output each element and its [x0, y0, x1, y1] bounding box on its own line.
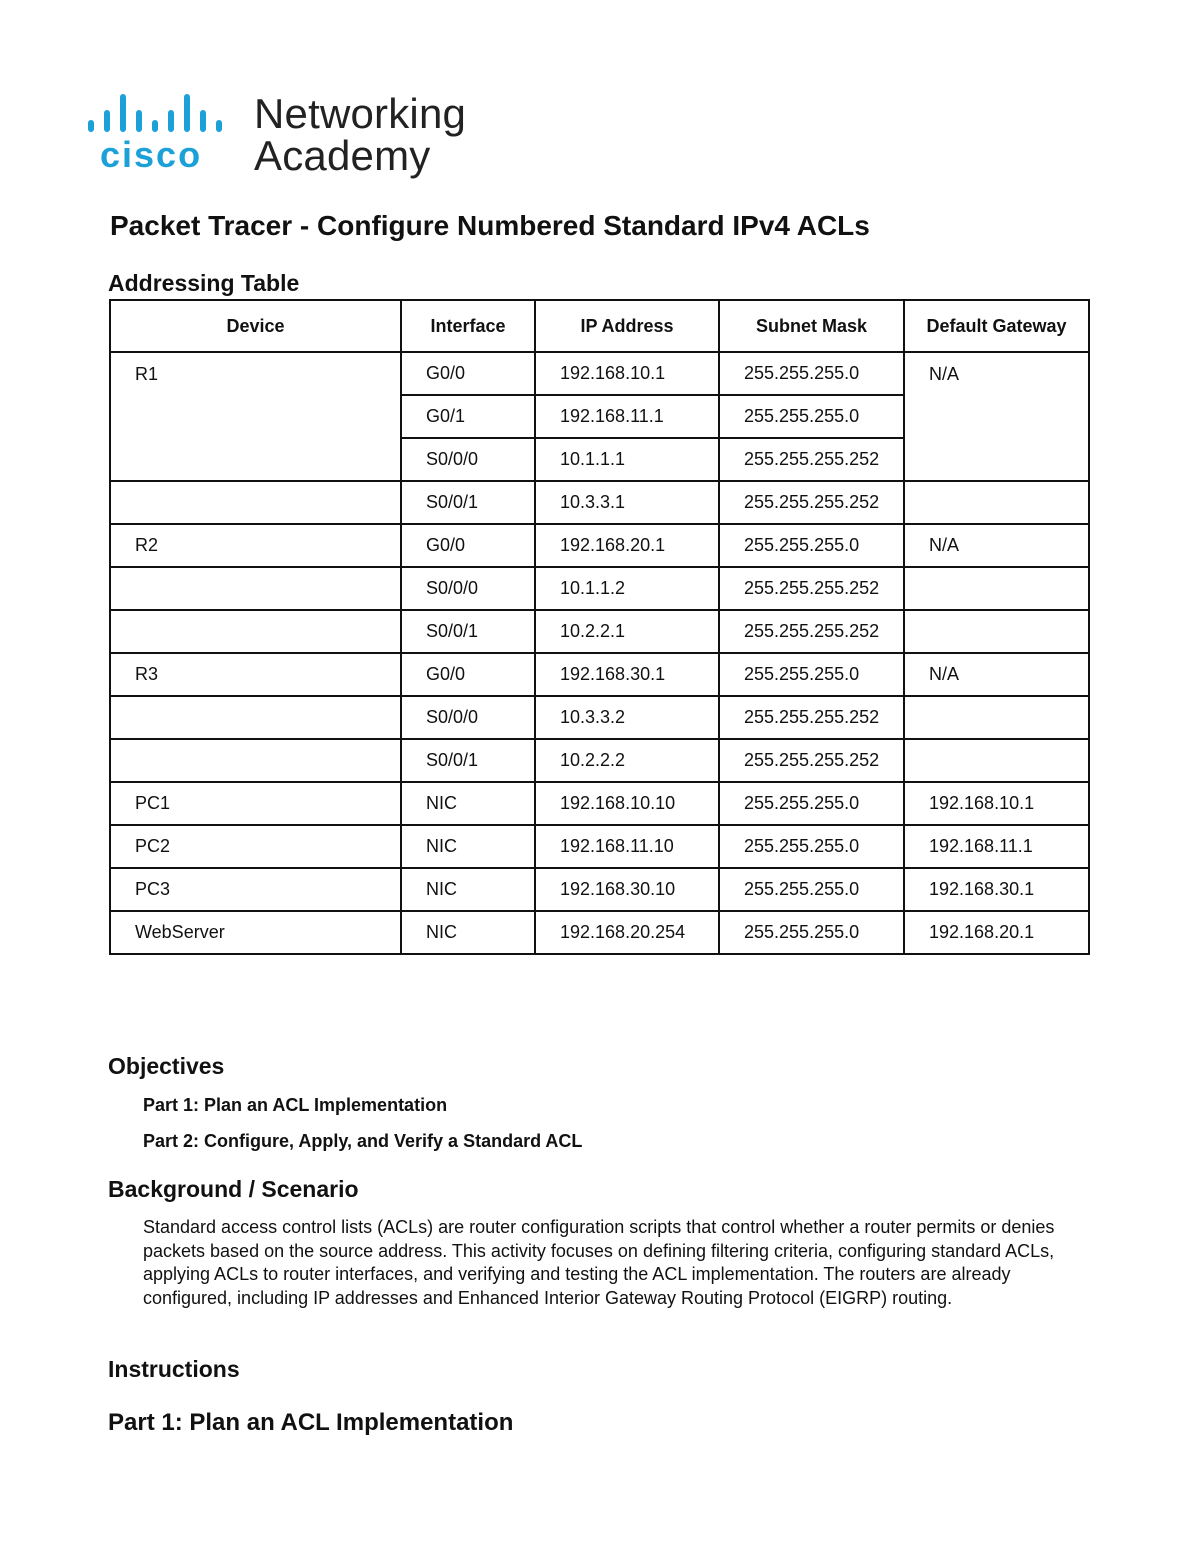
- cell-interface: G0/0: [401, 352, 535, 395]
- cell-gateway: N/A: [904, 352, 1089, 395]
- cell-interface: NIC: [401, 868, 535, 911]
- logo-academy-text: Academy: [254, 132, 431, 179]
- cell-ip: 192.168.30.10: [535, 868, 719, 911]
- cell-device: R3: [110, 653, 401, 696]
- table-row: [110, 868, 1089, 911]
- header-device: Device: [110, 300, 401, 352]
- header-interface: Interface: [401, 300, 535, 352]
- cell-gateway: 192.168.30.1: [904, 868, 1089, 911]
- cell-ip: 192.168.10.10: [535, 782, 719, 825]
- table-row: [110, 481, 1089, 524]
- cell-mask: 255.255.255.0: [719, 911, 904, 954]
- table-row: [110, 739, 1089, 782]
- cell-ip: 192.168.30.1: [535, 653, 719, 696]
- cell-device: [110, 567, 401, 610]
- cell-gateway: N/A: [904, 653, 1089, 696]
- cell-device: WebServer: [110, 911, 401, 954]
- cell-device: PC2: [110, 825, 401, 868]
- cell-ip: 192.168.11.1: [535, 395, 719, 438]
- cell-device: [110, 481, 401, 524]
- cell-gateway: 192.168.20.1: [904, 911, 1089, 954]
- cell-interface: S0/0/1: [401, 481, 535, 524]
- table-row: [110, 438, 1089, 481]
- cell-interface: G0/0: [401, 524, 535, 567]
- cell-interface: S0/0/0: [401, 696, 535, 739]
- cell-mask: 255.255.255.0: [719, 825, 904, 868]
- cell-ip: 10.2.2.2: [535, 739, 719, 782]
- table-row: [110, 696, 1089, 739]
- background-paragraph: Standard access control lists (ACLs) are router configuration scripts that control whether a router permits or denies packets based on the source address. This activity focuses on defining filtering criteria, configuring standard ACLs, applying ACLs to router interfaces, and verifying and testing the ACL implementation. The routers are already configured, including IP addresses and Enhanced Interior Gateway Routing Protocol (EIGRP) routing.: [143, 1217, 1055, 1308]
- cell-interface: G0/1: [401, 395, 535, 438]
- objective-item: Part 2: Configure, Apply, and Verify a Standard ACL: [143, 1131, 583, 1151]
- cell-device: [110, 438, 401, 481]
- cell-interface: S0/0/1: [401, 610, 535, 653]
- logo-networking-text: Networking: [254, 90, 467, 137]
- cell-mask: 255.255.255.252: [719, 567, 904, 610]
- cisco-wordmark: cisco: [100, 134, 203, 175]
- cell-gateway: [904, 438, 1089, 481]
- cell-gateway: [904, 567, 1089, 610]
- cell-ip: 192.168.11.10: [535, 825, 719, 868]
- cell-gateway: [904, 395, 1089, 438]
- objectives-heading: Objectives: [108, 1053, 225, 1079]
- cell-gateway: [904, 696, 1089, 739]
- cell-mask: 255.255.255.0: [719, 653, 904, 696]
- table-row: [110, 524, 1089, 567]
- header-default-gateway: Default Gateway: [904, 300, 1089, 352]
- cell-ip: 10.1.1.2: [535, 567, 719, 610]
- cell-mask: 255.255.255.252: [719, 739, 904, 782]
- cell-interface: G0/0: [401, 653, 535, 696]
- table-row: [110, 567, 1089, 610]
- cisco-networking-academy-logo: [86, 88, 476, 183]
- cell-mask: 255.255.255.252: [719, 438, 904, 481]
- cell-interface: NIC: [401, 782, 535, 825]
- cell-device: R1: [110, 352, 401, 395]
- background-heading: Background / Scenario: [108, 1176, 359, 1202]
- cell-device: PC3: [110, 868, 401, 911]
- table-row: [110, 395, 1089, 438]
- cell-gateway: [904, 481, 1089, 524]
- cell-interface: S0/0/0: [401, 438, 535, 481]
- table-header-row: [110, 300, 1089, 352]
- cell-mask: 255.255.255.252: [719, 610, 904, 653]
- cell-device: PC1: [110, 782, 401, 825]
- objective-item: Part 1: Plan an ACL Implementation: [143, 1095, 448, 1115]
- cell-gateway: 192.168.11.1: [904, 825, 1089, 868]
- cell-interface: S0/0/0: [401, 567, 535, 610]
- cell-mask: 255.255.255.0: [719, 524, 904, 567]
- instructions-heading: Instructions: [108, 1356, 240, 1382]
- cell-mask: 255.255.255.0: [719, 782, 904, 825]
- cell-mask: 255.255.255.0: [719, 352, 904, 395]
- cell-ip: 10.3.3.1: [535, 481, 719, 524]
- cell-device: [110, 696, 401, 739]
- table-row: [110, 352, 1089, 395]
- addressing-table-heading: Addressing Table: [108, 270, 300, 296]
- addressing-table: [109, 299, 1090, 955]
- part1-heading: Part 1: Plan an ACL Implementation: [108, 1409, 514, 1436]
- table-row: [110, 911, 1089, 954]
- cell-device: [110, 610, 401, 653]
- header-ip-address: IP Address: [535, 300, 719, 352]
- cisco-bars-icon: [86, 88, 236, 132]
- cell-mask: 255.255.255.0: [719, 395, 904, 438]
- cell-mask: 255.255.255.252: [719, 696, 904, 739]
- cell-interface: NIC: [401, 911, 535, 954]
- cell-ip: 192.168.20.254: [535, 911, 719, 954]
- cell-gateway: 192.168.10.1: [904, 782, 1089, 825]
- cell-ip: 10.2.2.1: [535, 610, 719, 653]
- table-row: [110, 825, 1089, 868]
- cell-ip: 192.168.20.1: [535, 524, 719, 567]
- cell-gateway: N/A: [904, 524, 1089, 567]
- cell-ip: 10.1.1.1: [535, 438, 719, 481]
- cell-device: [110, 739, 401, 782]
- cell-interface: NIC: [401, 825, 535, 868]
- cell-mask: 255.255.255.252: [719, 481, 904, 524]
- table-row: [110, 782, 1089, 825]
- table-row: [110, 653, 1089, 696]
- header-subnet-mask: Subnet Mask: [719, 300, 904, 352]
- cell-gateway: [904, 739, 1089, 782]
- cell-interface: S0/0/1: [401, 739, 535, 782]
- cell-ip: 192.168.10.1: [535, 352, 719, 395]
- page-title: Packet Tracer - Configure Numbered Standard IPv4 ACLs: [110, 210, 870, 241]
- cell-device: [110, 395, 401, 438]
- cell-gateway: [904, 610, 1089, 653]
- table-row: [110, 610, 1089, 653]
- cell-mask: 255.255.255.0: [719, 868, 904, 911]
- cell-device: R2: [110, 524, 401, 567]
- cell-ip: 10.3.3.2: [535, 696, 719, 739]
